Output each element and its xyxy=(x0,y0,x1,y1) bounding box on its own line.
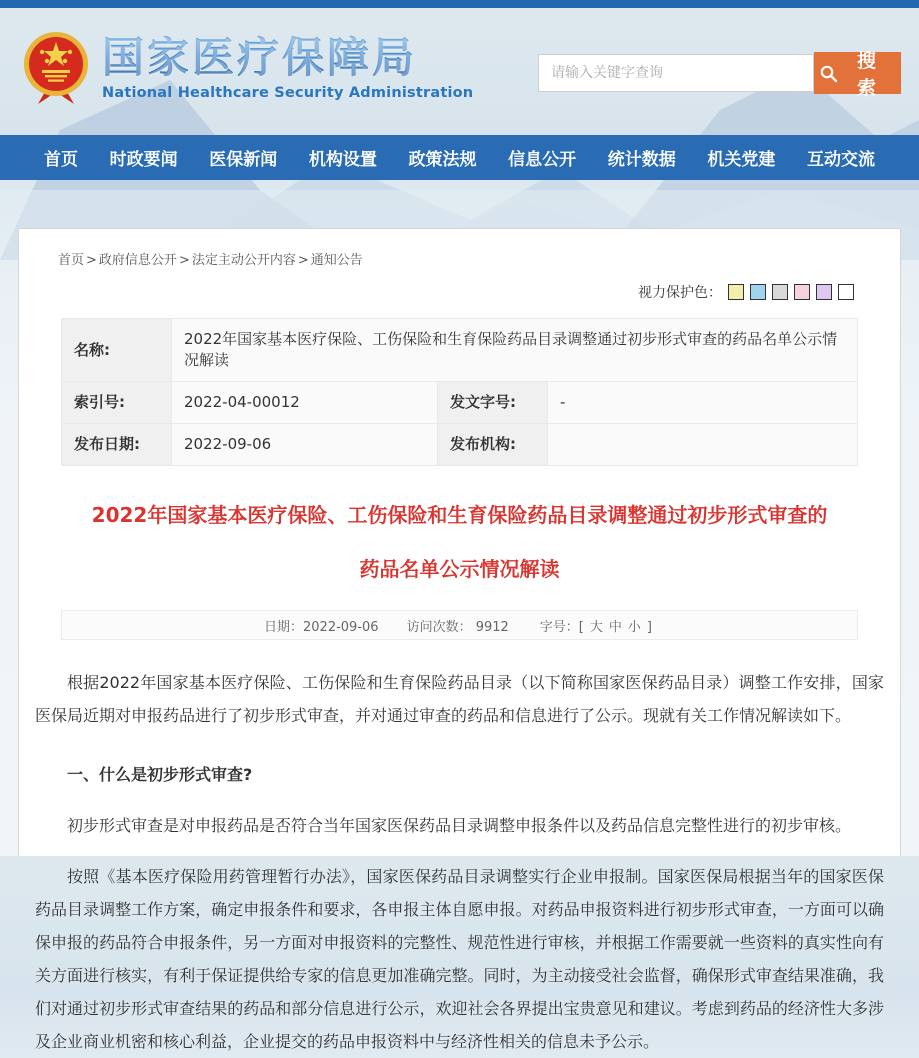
article-title-line2: 药品名单公示情况解读 xyxy=(359,557,560,581)
breadcrumb-gov-info[interactable]: 政府信息公开 xyxy=(98,253,177,268)
article-section-heading-1: 一、什么是初步形式审查? xyxy=(67,765,253,784)
font-size-small-link[interactable]: 小 xyxy=(627,619,641,635)
font-size-label-open: 字号：[ xyxy=(539,619,584,635)
search-icon xyxy=(820,65,837,82)
breadcrumb-separator: > xyxy=(86,253,97,268)
breadcrumb-statutory-disclosure[interactable]: 法定主动公开内容 xyxy=(191,253,296,268)
article-meta-bar xyxy=(61,610,858,640)
eye-protection-label: 视力保护色： xyxy=(638,285,722,301)
nav-item-policies[interactable]: 政策法规 xyxy=(408,150,477,170)
doc-puborg-label: 发布机构: xyxy=(438,424,548,466)
search-input[interactable] xyxy=(538,54,814,92)
site-name-english: National Healthcare Security Administration xyxy=(102,84,474,101)
article-paragraph-3: 按照《基本医疗保险用药管理暂行办法》，国家医保药品目录调整实行企业申报制。国家医保局根据当年的国家医保药品目录调整工作方案，确定申报条件和要求，各申报主体自愿申报。对药品申报资料进行初步形式审查，一方面可以确保申报的药品符合申报条件，另一方面对申报资料的完整性、规范性进行审核，并根据工作需要就一些资料的真实性向有关方面进行核实，有利于保证提供给专家的信息更加准确完整。同时，为主动接受社会监督，确保形式审查结果准确，我们对通过初步形式审查结果的药品和部分信息进行公示，欢迎社会各界提出宝贵意见和建议。考虑到药品的经济性大多涉及企业商业机密和核心利益，企业提交的药品申报资料中与经济性相关的信息未予公示。 xyxy=(35,867,884,1051)
article-paragraph-1: 根据2022年国家基本医疗保险、工伤保险和生育保险药品目录（以下简称国家医保药品目录）调整工作安排，国家医保局近期对申报药品进行了初步形式审查，并对通过审查的药品和信息进行了公示。现就有关工作情况解读如下。 xyxy=(35,673,884,725)
doc-name-label: 名称: xyxy=(62,319,172,382)
doc-number-value: - xyxy=(548,382,858,424)
top-accent-bar xyxy=(0,0,919,8)
content-card xyxy=(18,228,901,1051)
doc-index-label: 索引号: xyxy=(62,382,172,424)
breadcrumb-home[interactable]: 首页 xyxy=(58,253,85,268)
nav-item-info-disclosure[interactable]: 信息公开 xyxy=(508,150,577,170)
nav-item-statistics[interactable]: 统计数据 xyxy=(607,150,676,170)
article-title-line1: 2022年国家基本医疗保险、工伤保险和生育保险药品目录调整通过初步形式审查的 xyxy=(91,503,828,527)
search-button[interactable] xyxy=(814,50,901,99)
eye-protection-row xyxy=(19,282,900,302)
table-row xyxy=(62,424,858,466)
article-visit-count: 访问次数： 9912 xyxy=(406,619,509,635)
breadcrumb xyxy=(19,229,900,268)
search-button-label: 搜 索 xyxy=(856,50,880,99)
doc-number-label: 发文字号: xyxy=(438,382,548,424)
site-name-chinese: 国家医疗保障局 xyxy=(102,35,473,81)
eye-protection-swatch-white[interactable] xyxy=(838,284,854,300)
font-size-control xyxy=(537,616,655,635)
doc-pubdate-label: 发布日期: xyxy=(62,424,172,466)
main-nav xyxy=(0,135,919,180)
table-row xyxy=(62,382,858,424)
article-body xyxy=(19,640,900,1058)
doc-puborg-value xyxy=(548,424,858,466)
nav-item-party-building[interactable]: 机关党建 xyxy=(707,150,776,170)
search-box xyxy=(538,50,901,99)
doc-name-value: 2022年国家基本医疗保险、工伤保险和生育保险药品目录调整通过初步形式审查的药品名单公示情况解读 xyxy=(172,319,858,382)
document-info-table xyxy=(61,318,858,466)
eye-protection-swatch-yellow[interactable] xyxy=(728,284,744,300)
site-header xyxy=(0,8,919,135)
font-size-large-link[interactable]: 大 xyxy=(589,619,603,635)
nav-item-interaction[interactable]: 互动交流 xyxy=(807,150,875,170)
doc-pubdate-value: 2022-09-06 xyxy=(172,424,438,466)
nav-item-home[interactable]: 首页 xyxy=(44,150,78,170)
eye-protection-swatch-purple[interactable] xyxy=(816,284,832,300)
eye-protection-swatch-gray[interactable] xyxy=(772,284,788,300)
breadcrumb-separator: > xyxy=(297,253,309,268)
article-date: 日期：2022-09-06 xyxy=(264,619,379,635)
breadcrumb-notices[interactable]: 通知公告 xyxy=(310,253,363,268)
national-emblem-logo xyxy=(22,30,90,106)
doc-index-value: 2022-04-00012 xyxy=(172,382,438,424)
table-row xyxy=(62,319,858,382)
article-paragraph-2: 初步形式审查是对申报药品是否符合当年国家医保药品目录调整申报条件以及药品信息完整性进行的初步审核。 xyxy=(67,816,852,835)
nav-item-politics-news[interactable]: 时政要闻 xyxy=(109,150,178,170)
eye-protection-swatch-pink[interactable] xyxy=(794,284,810,300)
eye-protection-swatch-blue[interactable] xyxy=(750,284,766,300)
article-title xyxy=(49,500,870,584)
font-size-label-close: ] xyxy=(646,619,652,635)
nav-item-organization[interactable]: 机构设置 xyxy=(308,150,377,170)
breadcrumb-separator: > xyxy=(178,253,190,268)
brand[interactable] xyxy=(22,30,473,106)
font-size-medium-link[interactable]: 中 xyxy=(608,619,622,635)
nav-item-insurance-news[interactable]: 医保新闻 xyxy=(209,150,278,170)
